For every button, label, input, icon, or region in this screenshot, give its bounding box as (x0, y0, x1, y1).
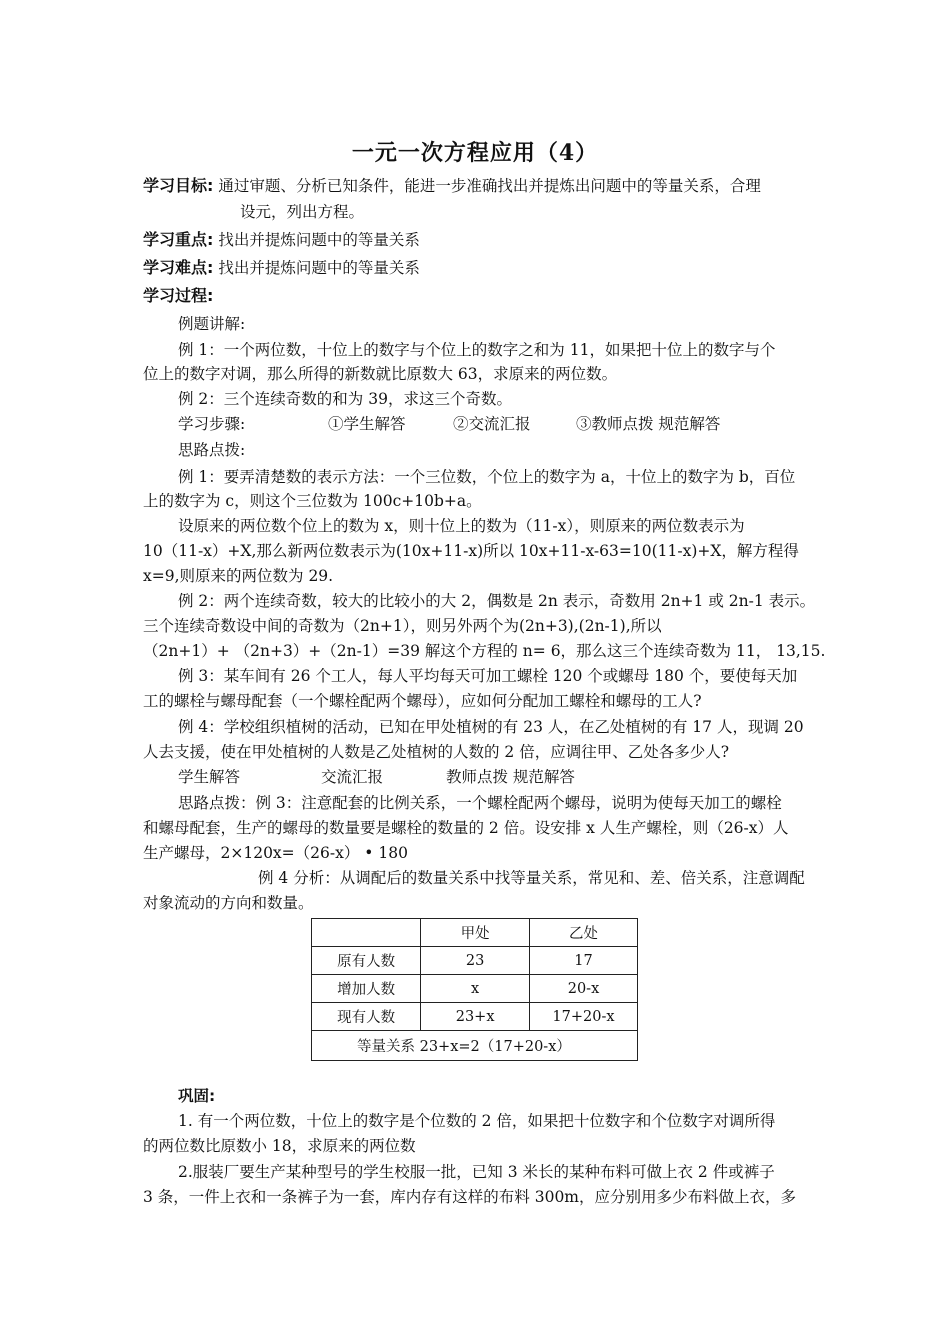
table-header-cell: 甲处 (421, 919, 530, 947)
difficulty-text: 找出并提炼问题中的等量关系 (218, 259, 420, 277)
example3-line-2: 工的螺栓与螺母配套（一个螺栓配两个螺母），应如何分配加工螺栓和螺母的工人? (143, 692, 702, 710)
example3-line-1: 例 3：某车间有 26 个工人，每人平均每天可加工螺栓 120 个或螺母 180 个，要使每天加 (178, 667, 798, 685)
table-header-cell (312, 919, 421, 947)
focus-text: 找出并提炼问题中的等量关系 (218, 231, 420, 249)
question2-line-1: 2.服装厂要生产某种型号的学生校服一批，已知 3 米长的某种布料可做上衣 2 件或裤子 (178, 1163, 775, 1181)
difficulty-label: 学习难点: (143, 258, 214, 277)
steps-line (178, 414, 721, 434)
table-cell: 23 (421, 947, 530, 975)
hint4-line-2: 对象流动的方向和数量。 (143, 894, 314, 912)
page-title: 一元一次方程应用（4） (351, 140, 599, 166)
table-cell: x (421, 975, 530, 1003)
table-header-row (312, 919, 638, 947)
question1-line-1: 1. 有一个两位数，十位上的数字是个位数的 2 倍，如果把十位数字和个位数字对调所得 (178, 1112, 776, 1130)
hint1-line-2: 上的数字为 c，则这个三位数为 100c+10b+a。 (143, 492, 482, 510)
consolidate-heading (178, 1086, 215, 1106)
step2-teacher-guide: 教师点拨 规范解答 (446, 768, 575, 786)
table-row (312, 1003, 638, 1031)
step-exchange-report: ②交流汇报 (453, 415, 531, 433)
hint2-line-3: （2n+1）+ （2n+3）+（2n-1）=39 解这个方程的 n= 6，那么这三个连续奇数为 11， 13,15. (143, 642, 826, 660)
examples-heading: 例题讲解: (178, 315, 246, 333)
difficulty-line (143, 258, 420, 278)
table-row (312, 975, 638, 1003)
process-line (143, 286, 213, 306)
step-student-answer: ①学生解答 (328, 415, 406, 433)
consolidate-label: 巩固: (178, 1087, 216, 1105)
table-cell: 原有人数 (312, 947, 421, 975)
step-teacher-guide: ③教师点拨 规范解答 (576, 415, 721, 433)
example4-line-1: 例 4：学校组织植树的活动，已知在甲处植树的有 23 人，在乙处植树的有 17 人，现调 20 (178, 718, 804, 736)
distribution-table (311, 918, 638, 1061)
example4-line-2: 人去支援，使在甲处植树的人数是乙处植树的人数的 2 倍，应调往甲、乙处各多少人? (143, 743, 730, 761)
question2-line-2: 3 条，一件上衣和一条裤子为一套，库内存有这样的布料 300m，应分别用多少布料做上衣，多 (143, 1188, 797, 1206)
goal-label: 学习目标: (143, 176, 214, 195)
step2-student-answer: 学生解答 (178, 768, 241, 786)
hint1-line-3: 设原来的两位数个位上的数为 x，则十位上的数为（11-x），则原来的两位数表示为 (178, 517, 745, 535)
example1-line-1: 例 1：一个两位数，十位上的数字与个位上的数字之和为 11，如果把十位上的数字与个 (178, 341, 776, 359)
process-label: 学习过程: (143, 286, 214, 305)
hint1-line-1: 例 1：要弄清楚数的表示方法：一个三位数，个位上的数字为 a，十位上的数字为 b，百位 (178, 468, 796, 486)
table-header-cell: 乙处 (529, 919, 637, 947)
table-relation-row (312, 1031, 638, 1061)
hint1-line-5: x=9,则原来的两位数为 29. (143, 567, 334, 585)
hint3-line-1: 思路点拨：例 3：注意配套的比例关系，一个螺栓配两个螺母，说明为使每天加工的螺栓 (178, 794, 782, 812)
hint2-line-2: 三个连续奇数设中间的奇数为（2n+1），则另外两个为(2n+3),(2n-1),所以 (143, 617, 662, 635)
table-cell: 现有人数 (312, 1003, 421, 1031)
step2-exchange-report: 交流汇报 (321, 768, 384, 786)
hint-heading: 思路点拨: (178, 441, 246, 459)
hint3-line-2: 和螺母配套，生产的螺母的数量要是螺栓的数量的 2 倍。设安排 x 人生产螺栓，则（26-x）人 (143, 819, 789, 837)
table-cell: 20-x (529, 975, 637, 1003)
hint4-line-1: 例 4 分析：从调配后的数量关系中找等量关系，常见和、差、倍关系，注意调配 (258, 869, 805, 887)
goal-text-2: 设元，列出方程。 (240, 203, 365, 221)
hint3-line-3: 生产螺母，2×120x=（26-x） • 180 (143, 844, 408, 862)
table-relation-cell: 等量关系 23+x=2（17+20-x） (312, 1031, 638, 1061)
steps-line-2 (178, 767, 575, 787)
hint2-line-1: 例 2：两个连续奇数，较大的比较小的大 2，偶数是 2n 表示，奇数用 2n+1 或 2n-1 表示。 (178, 592, 816, 610)
example2-line: 例 2：三个连续奇数的和为 39，求这三个奇数。 (178, 390, 512, 408)
table-cell: 23+x (421, 1003, 530, 1031)
goal-line-1 (143, 176, 761, 196)
hint1-line-4: 10（11-x）+X,那么新两位数表示为(10x+11-x)所以 10x+11-x-63=10(11-x)+X，解方程得 (143, 542, 799, 560)
table-row (312, 947, 638, 975)
table-cell: 增加人数 (312, 975, 421, 1003)
focus-line (143, 230, 420, 250)
steps-label: 学习步骤: (178, 415, 246, 433)
example1-line-2: 位上的数字对调，那么所得的新数就比原数大 63，求原来的两位数。 (143, 365, 618, 383)
goal-text-1: 通过审题、分析已知条件，能进一步准确找出并提炼出问题中的等量关系，合理 (218, 177, 761, 195)
question1-line-2: 的两位数比原数小 18，求原来的两位数 (143, 1137, 416, 1155)
table-cell: 17 (529, 947, 637, 975)
table-cell: 17+20-x (529, 1003, 637, 1031)
focus-label: 学习重点: (143, 230, 214, 249)
